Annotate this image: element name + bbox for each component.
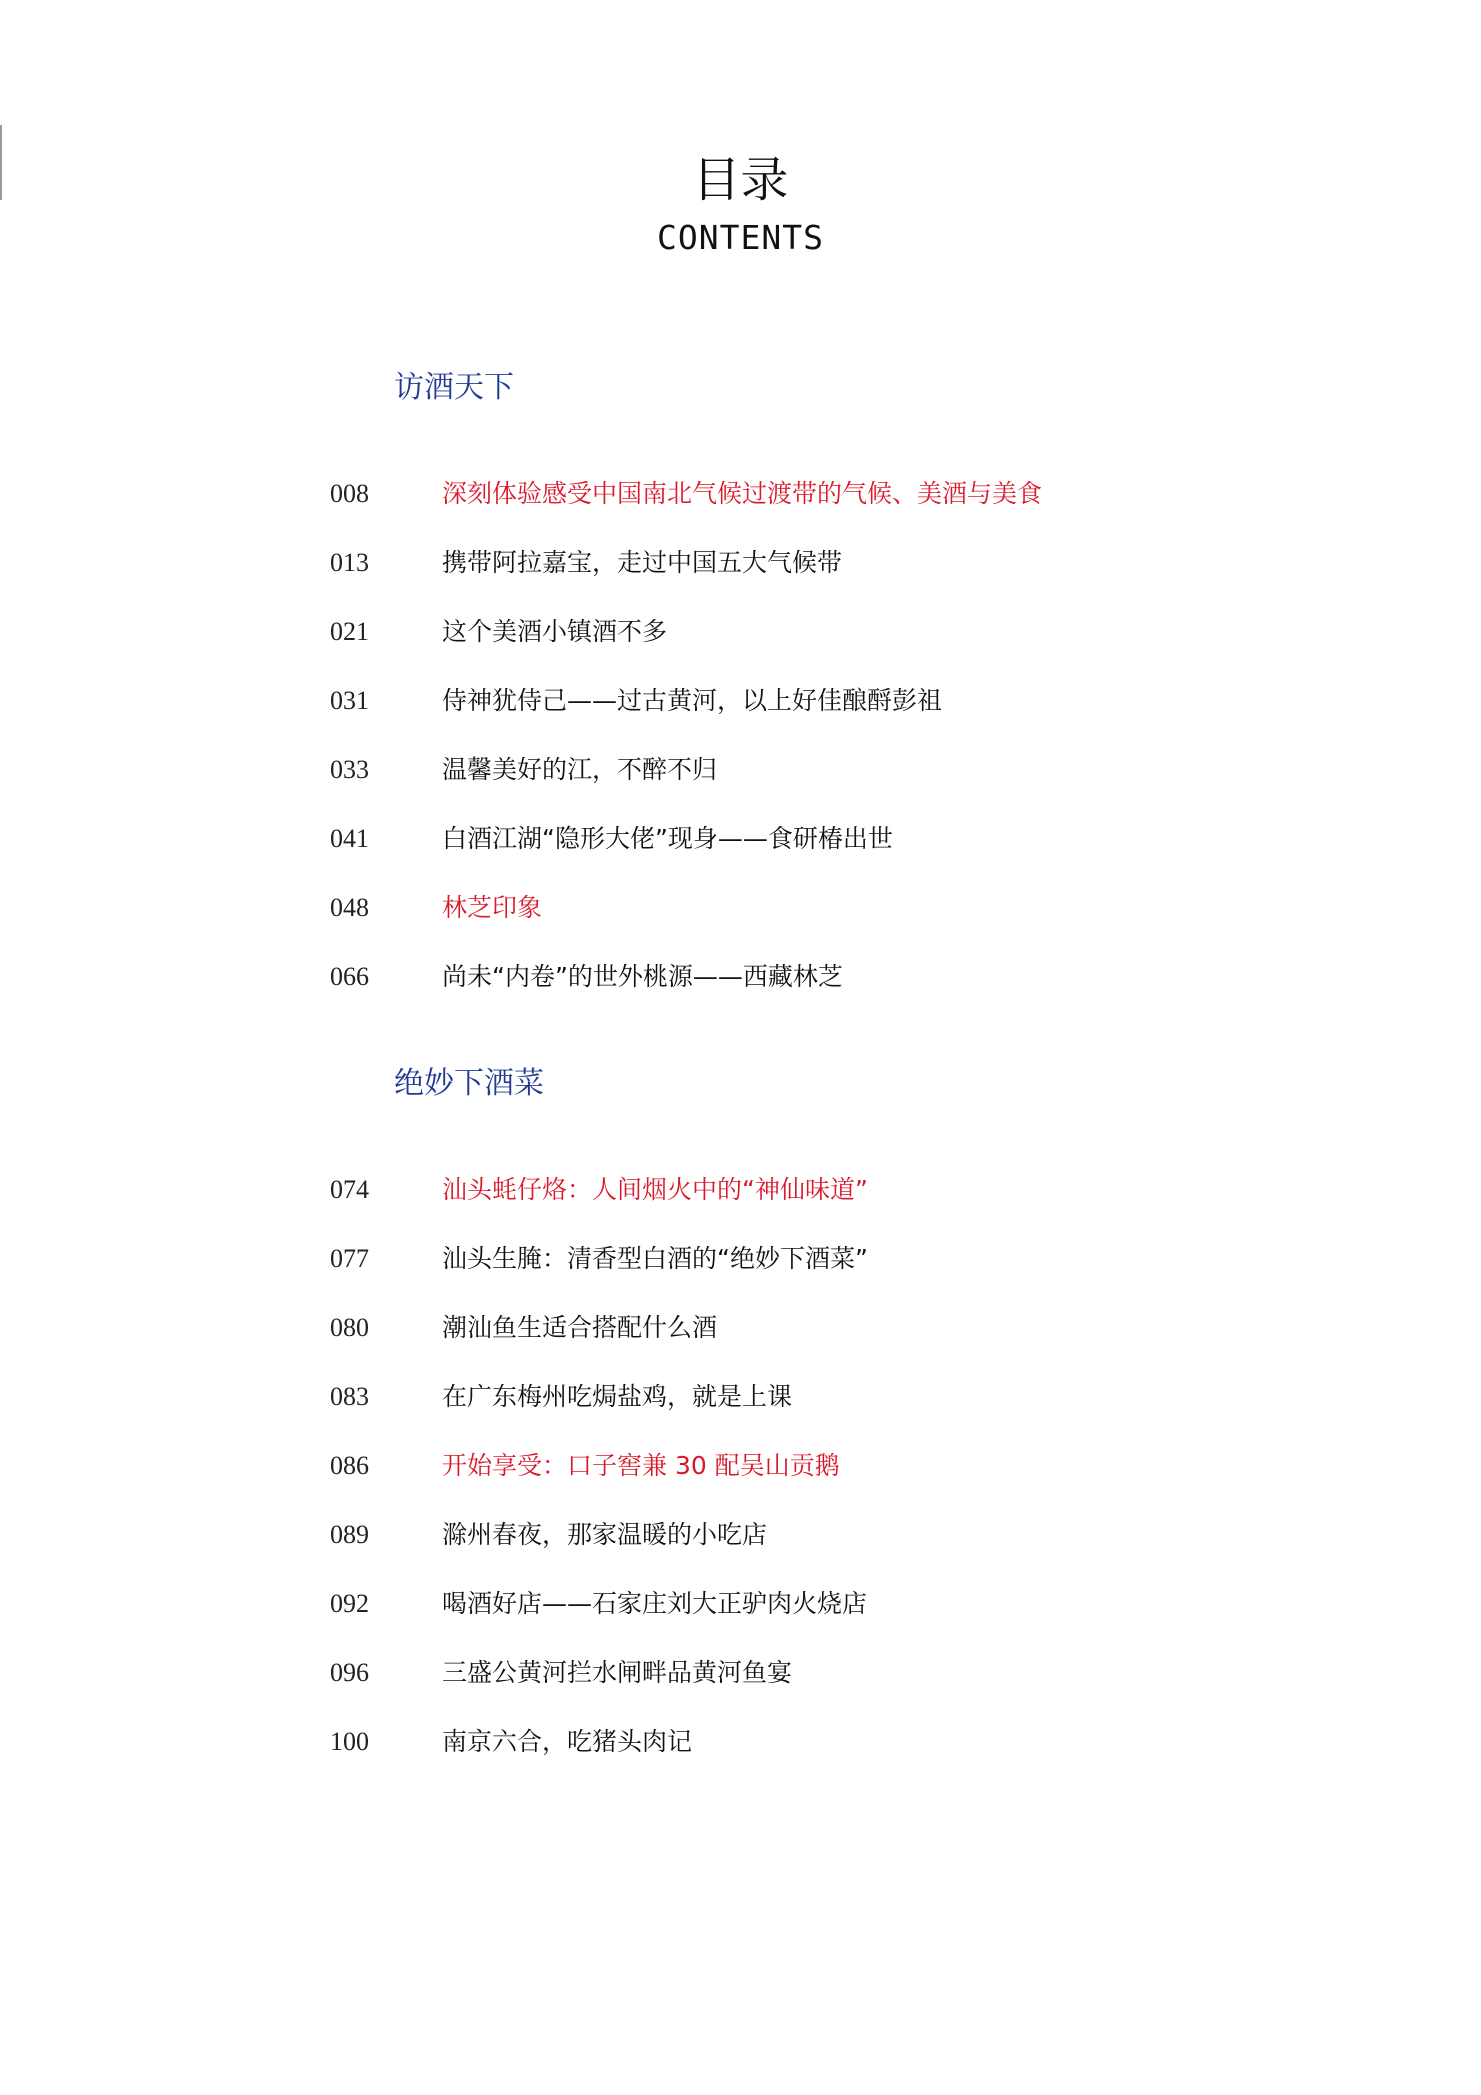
toc-entry-title: 侍神犹侍己——过古黄河，以上好佳酿酹彭祖 <box>442 686 943 715</box>
toc-page-number: 086 <box>330 1451 369 1480</box>
toc-entry[interactable] <box>330 681 1230 721</box>
toc-entry[interactable] <box>330 888 1230 928</box>
section-heading-1: 绝妙下酒菜 <box>394 1066 544 1101</box>
toc-entry[interactable] <box>330 1377 1230 1417</box>
page-title: 目录 <box>692 152 789 208</box>
toc-page-number: 092 <box>330 1589 369 1618</box>
toc-entry-title: 潮汕鱼生适合搭配什么酒 <box>442 1313 718 1342</box>
toc-page-number: 077 <box>330 1244 369 1273</box>
page-subtitle: CONTENTS <box>657 218 824 257</box>
toc-page-number: 021 <box>330 617 369 646</box>
section-heading-0: 访酒天下 <box>394 370 514 405</box>
toc-page-number: 100 <box>330 1727 369 1756</box>
toc-page-number: 066 <box>330 962 369 991</box>
toc-entry-title: 南京六合，吃猪头肉记 <box>442 1727 693 1756</box>
toc-entry[interactable] <box>330 957 1230 997</box>
toc-entry-title: 携带阿拉嘉宝，走过中国五大气候带 <box>442 548 843 577</box>
toc-entry-title: 滁州春夜，那家温暖的小吃店 <box>442 1520 768 1549</box>
toc-entry-title: 在广东梅州吃焗盐鸡，就是上课 <box>442 1382 793 1411</box>
toc-entry[interactable] <box>330 543 1230 583</box>
toc-entry[interactable] <box>330 1446 1230 1486</box>
toc-page-number: 048 <box>330 893 369 922</box>
toc-page-number: 096 <box>330 1658 369 1687</box>
toc-entry[interactable] <box>330 1584 1230 1624</box>
toc-page-number: 033 <box>330 755 369 784</box>
toc-entry[interactable] <box>330 612 1230 652</box>
toc-entry[interactable] <box>330 1722 1230 1762</box>
toc-entry-title: 这个美酒小镇酒不多 <box>442 617 668 646</box>
toc-entry-title: 林芝印象 <box>442 893 543 922</box>
toc-entry[interactable] <box>330 1308 1230 1348</box>
toc-entry-title: 尚未“内卷”的世外桃源——西藏林芝 <box>442 962 843 991</box>
toc-entry[interactable] <box>330 1170 1230 1210</box>
toc-entry-title: 温馨美好的江，不醉不归 <box>442 755 718 784</box>
toc-entry[interactable] <box>330 1653 1230 1693</box>
toc-entry-title: 深刻体验感受中国南北气候过渡带的气候、美酒与美食 <box>442 479 1043 508</box>
toc-entry[interactable] <box>330 750 1230 790</box>
toc-page-number: 031 <box>330 686 369 715</box>
toc-entry-title: 汕头生腌：清香型白酒的“绝妙下酒菜” <box>442 1244 868 1273</box>
toc-entry[interactable] <box>330 819 1230 859</box>
toc-page-number: 089 <box>330 1520 369 1549</box>
toc-entry-title: 开始享受：口子窖兼 30 配吴山贡鹅 <box>442 1451 840 1480</box>
toc-entry[interactable] <box>330 1239 1230 1279</box>
toc-page-number: 041 <box>330 824 369 853</box>
toc-entry-title: 三盛公黄河拦水闸畔品黄河鱼宴 <box>442 1658 793 1687</box>
toc-entry[interactable] <box>330 474 1230 514</box>
toc-page-number: 080 <box>330 1313 369 1342</box>
toc-entry-title: 白酒江湖“隐形大佬”现身——食研椿出世 <box>442 824 893 853</box>
toc-page-number: 074 <box>330 1175 369 1204</box>
toc-page-number: 008 <box>330 479 369 508</box>
toc-page-number: 083 <box>330 1382 369 1411</box>
toc-entry-title: 汕头蚝仔烙：人间烟火中的“神仙味道” <box>442 1175 868 1204</box>
toc-entry-title: 喝酒好店——石家庄刘大正驴肉火烧店 <box>442 1589 868 1618</box>
toc-page-number: 013 <box>330 548 369 577</box>
toc-entry[interactable] <box>330 1515 1230 1555</box>
